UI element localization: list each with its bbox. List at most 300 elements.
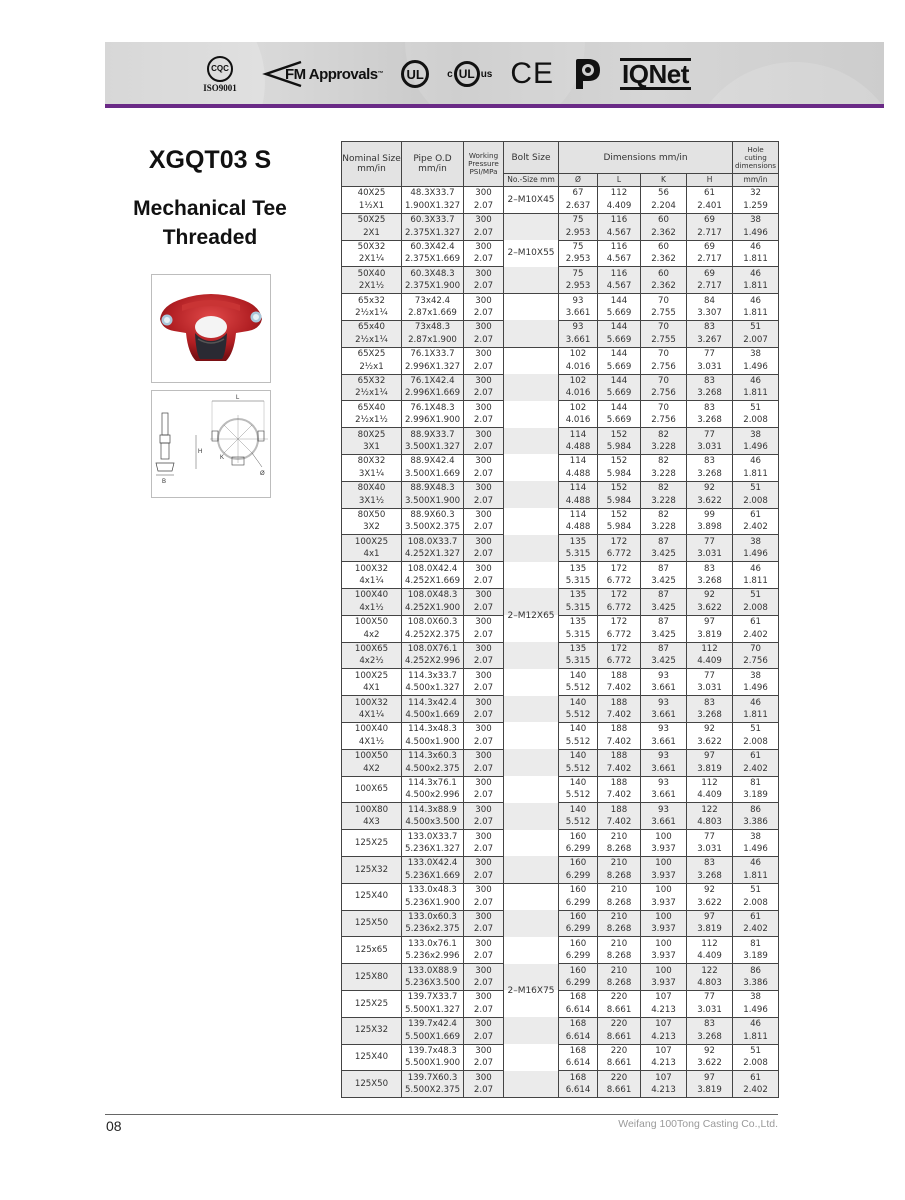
nominal-size-metric: 50X40 — [357, 268, 386, 279]
dim-h-metric: 99 — [704, 509, 715, 520]
product-code: XGQT03 S — [148, 146, 272, 174]
pipe-od-imperial: 2.87x1.900 — [408, 334, 457, 345]
dim-diameter-cell — [559, 964, 598, 991]
hole-cutting-metric: 86 — [750, 965, 762, 976]
dim-h-imperial: 4.803 — [697, 978, 722, 988]
dim-l-cell — [598, 240, 641, 267]
dim-h-metric: 97 — [704, 617, 715, 628]
pipe-od-imperial: 4.500x2.375 — [405, 763, 460, 774]
pipe-od-metric: 76.1X33.7 — [410, 349, 455, 360]
header-working-pressure: Working Pressure PSI/MPa — [464, 142, 504, 187]
dim-k-cell — [641, 562, 687, 589]
hole-cutting-cell — [733, 562, 779, 589]
dim-diameter-cell — [559, 937, 598, 964]
dim-diameter-cell — [559, 428, 598, 455]
dim-diameter-cell — [559, 374, 598, 401]
pipe-od-imperial: 2.375X1.327 — [404, 227, 461, 238]
nominal-size-cell — [342, 454, 402, 481]
dim-diameter-imperial: 6.614 — [565, 1004, 591, 1015]
dim-diameter-imperial: 6.299 — [565, 924, 591, 935]
pipe-od-cell — [402, 320, 464, 347]
nominal-size-metric: 80X32 — [357, 456, 386, 467]
dim-k-metric: 82 — [658, 429, 669, 440]
dim-diameter-imperial: 2.637 — [565, 200, 591, 211]
dim-diameter-metric: 93 — [572, 322, 584, 333]
dim-diameter-metric: 114 — [569, 483, 587, 494]
pipe-od-imperial: 2.375X1.900 — [404, 281, 461, 292]
dim-k-cell — [641, 1017, 687, 1044]
pipe-od-metric: 60.3X48.3 — [410, 268, 455, 279]
dim-k-imperial: 2.755 — [651, 334, 676, 345]
dim-k-imperial: 2.362 — [651, 254, 676, 265]
bolt-size-cell — [504, 213, 559, 240]
nominal-size-imperial: 4X1 — [363, 683, 380, 694]
working-pressure-metric: 300 — [475, 831, 492, 842]
nominal-size-cell — [342, 1017, 402, 1044]
dim-k-metric: 60 — [658, 215, 669, 226]
dim-k-imperial: 3.661 — [651, 683, 676, 694]
dim-h-metric: 77 — [704, 670, 715, 681]
dim-l-imperial: 8.661 — [606, 1058, 632, 1069]
table-row — [342, 481, 779, 508]
working-pressure-imperial: 2.07 — [473, 1085, 494, 1096]
nominal-size-cell — [342, 749, 402, 776]
nominal-size-cell — [342, 428, 402, 455]
nominal-size-cell — [342, 320, 402, 347]
working-pressure-metric: 300 — [475, 429, 492, 440]
working-pressure-imperial: 2.07 — [473, 468, 494, 479]
pipe-od-cell — [402, 642, 464, 669]
working-pressure-metric: 300 — [475, 536, 492, 547]
hole-cutting-metric: 46 — [750, 858, 762, 869]
hole-cutting-imperial: 3.189 — [743, 951, 768, 962]
dim-diameter-imperial: 4.016 — [565, 415, 591, 426]
dim-h-metric: 77 — [704, 831, 715, 842]
dim-h-cell — [687, 240, 733, 267]
hole-cutting-imperial: 2.008 — [743, 897, 768, 908]
dim-k-cell — [641, 856, 687, 883]
hole-cutting-imperial: 1.811 — [743, 254, 768, 265]
pipe-od-cell — [402, 749, 464, 776]
dim-h-imperial: 3.819 — [697, 924, 722, 935]
dim-k-cell — [641, 669, 687, 696]
hole-cutting-cell — [733, 1017, 779, 1044]
nominal-size-imperial: 2X1¼ — [358, 254, 385, 265]
hole-cutting-imperial: 1.496 — [743, 683, 768, 694]
nominal-size-metric: 100X32 — [354, 563, 389, 574]
dim-k-cell — [641, 883, 687, 910]
pipe-od-metric: 108.0X60.3 — [407, 617, 458, 628]
dim-k-imperial: 3.937 — [651, 870, 676, 881]
nominal-size-imperial: 4x1½ — [359, 602, 384, 613]
dim-diameter-metric: 168 — [569, 1072, 587, 1083]
header-dimensions: Dimensions mm/in — [559, 142, 733, 174]
dim-k-metric: 100 — [655, 965, 672, 976]
dim-k-cell — [641, 964, 687, 991]
dim-h-cell — [687, 990, 733, 1017]
dim-k-metric: 70 — [658, 349, 669, 360]
dim-h-imperial: 3.622 — [697, 897, 722, 908]
pipe-od-cell — [402, 347, 464, 374]
working-pressure-metric: 300 — [475, 268, 492, 279]
pipe-od-imperial: 5.500X2.375 — [404, 1085, 461, 1096]
table-row — [342, 776, 779, 803]
working-pressure-imperial: 2.07 — [473, 629, 494, 640]
dim-h-cell — [687, 937, 733, 964]
working-pressure-metric: 300 — [475, 617, 492, 628]
working-pressure-imperial: 2.07 — [473, 978, 494, 988]
working-pressure-metric: 300 — [475, 965, 492, 976]
hole-cutting-cell — [733, 830, 779, 857]
pipe-od-cell — [402, 213, 464, 240]
working-pressure-cell — [464, 294, 504, 321]
hole-cutting-imperial: 1.811 — [743, 710, 768, 721]
working-pressure-metric: 300 — [475, 992, 492, 1003]
dim-diameter-metric: 160 — [569, 965, 587, 976]
hole-cutting-imperial: 1.811 — [743, 388, 768, 399]
nominal-size-imperial: 2X1 — [363, 227, 380, 238]
dim-diameter-metric: 114 — [569, 429, 587, 440]
pipe-od-imperial: 5.236x2.375 — [405, 924, 460, 935]
dim-h-imperial: 3.268 — [697, 1031, 722, 1042]
dim-k-imperial: 3.937 — [651, 924, 676, 935]
header-bolt-size: Bolt Size — [504, 142, 559, 174]
table-row — [342, 615, 779, 642]
pipe-od-imperial: 5.500X1.900 — [404, 1058, 461, 1069]
nominal-size-cell — [342, 669, 402, 696]
dim-k-cell — [641, 401, 687, 428]
table-row — [342, 347, 779, 374]
pipe-od-cell — [402, 615, 464, 642]
pipe-od-metric: 108.0X42.4 — [407, 563, 458, 574]
hole-cutting-cell — [733, 588, 779, 615]
hole-cutting-metric: 38 — [750, 992, 762, 1003]
dim-l-metric: 188 — [610, 804, 628, 815]
working-pressure-imperial: 2.07 — [473, 308, 494, 319]
pipe-od-cell — [402, 240, 464, 267]
dim-h-cell — [687, 749, 733, 776]
nominal-size-imperial: 4x2 — [363, 629, 380, 640]
table-row — [342, 1044, 779, 1071]
hole-cutting-cell — [733, 401, 779, 428]
dim-h-imperial: 3.622 — [697, 736, 722, 747]
dim-l-imperial: 5.669 — [606, 415, 632, 426]
pipe-od-imperial: 3.500X2.375 — [404, 522, 461, 533]
dim-h-imperial: 4.409 — [697, 790, 722, 801]
bolt-size-cell — [504, 294, 559, 321]
dim-l-imperial: 5.984 — [606, 522, 632, 533]
hole-cutting-metric: 51 — [750, 483, 762, 494]
dim-k-imperial: 3.661 — [651, 710, 676, 721]
dim-h-imperial: 3.622 — [697, 495, 722, 506]
dim-l-metric: 172 — [610, 536, 628, 547]
dim-diameter-imperial: 3.661 — [565, 308, 591, 319]
hole-cutting-cell — [733, 776, 779, 803]
hole-cutting-cell — [733, 1044, 779, 1071]
table-row — [342, 267, 779, 294]
dim-l-metric: 152 — [610, 509, 628, 520]
dim-k-metric: 82 — [658, 483, 669, 494]
pipe-od-cell — [402, 1071, 464, 1098]
dim-l-metric: 210 — [610, 911, 628, 922]
dimension-drawing — [151, 390, 271, 498]
pipe-od-metric: 114.3x42.4 — [408, 697, 457, 708]
dim-h-metric: 69 — [704, 241, 715, 252]
nominal-size-cell — [342, 615, 402, 642]
dim-diameter-imperial: 5.315 — [565, 656, 591, 667]
dim-l-metric: 220 — [610, 1072, 628, 1083]
dim-k-imperial: 3.937 — [651, 951, 676, 962]
dim-k-imperial: 3.425 — [651, 549, 676, 560]
hole-cutting-cell — [733, 722, 779, 749]
dim-diameter-imperial: 5.512 — [565, 817, 591, 828]
dim-k-cell — [641, 240, 687, 267]
dim-l-metric: 188 — [610, 751, 628, 762]
dim-l-imperial: 7.402 — [606, 790, 632, 801]
working-pressure-imperial: 2.07 — [473, 334, 494, 345]
pipe-od-cell — [402, 508, 464, 535]
hole-cutting-metric: 61 — [750, 1072, 762, 1083]
company-name: Weifang 100Tong Casting Co.,Ltd. — [618, 1118, 778, 1130]
dim-h-cell — [687, 294, 733, 321]
dim-diameter-metric: 140 — [569, 697, 587, 708]
bolt-size-cell — [504, 642, 559, 669]
bolt-size-cell — [504, 401, 559, 428]
dim-diameter-cell — [559, 642, 598, 669]
dim-diameter-metric: 135 — [569, 563, 587, 574]
dim-k-metric: 82 — [658, 509, 669, 520]
svg-text:Ø: Ø — [260, 471, 265, 477]
pipe-od-metric: 114.3x76.1 — [408, 777, 457, 788]
working-pressure-cell — [464, 535, 504, 562]
dim-l-cell — [598, 535, 641, 562]
dim-l-imperial: 8.268 — [606, 844, 632, 855]
dim-h-metric: 112 — [701, 643, 718, 654]
dim-diameter-imperial: 6.299 — [565, 978, 591, 988]
hole-cutting-metric: 46 — [750, 563, 762, 574]
working-pressure-metric: 300 — [475, 751, 492, 762]
nominal-size-imperial: 4x1¼ — [359, 576, 384, 587]
dim-diameter-metric: 93 — [572, 295, 584, 306]
working-pressure-imperial: 2.07 — [473, 522, 494, 533]
dim-h-metric: 97 — [704, 911, 715, 922]
hole-cutting-cell — [733, 615, 779, 642]
dim-k-imperial: 3.425 — [651, 656, 676, 667]
nominal-size-metric: 125X80 — [354, 971, 389, 982]
dim-h-metric: 122 — [701, 804, 718, 815]
hole-cutting-metric: 38 — [750, 429, 762, 440]
pipe-od-metric: 60.3X42.4 — [410, 241, 455, 252]
hole-cutting-cell — [733, 240, 779, 267]
dim-l-imperial: 8.661 — [606, 1085, 632, 1096]
pipe-od-metric: 88.9X33.7 — [410, 429, 455, 440]
dim-h-imperial: 3.031 — [697, 361, 722, 372]
dim-h-imperial: 3.268 — [697, 388, 722, 399]
table-row — [342, 562, 779, 589]
hole-cutting-imperial: 1.811 — [743, 870, 768, 881]
dim-h-cell — [687, 615, 733, 642]
dim-diameter-metric: 102 — [569, 402, 587, 413]
dim-l-cell — [598, 883, 641, 910]
dim-k-imperial: 4.213 — [651, 1085, 676, 1096]
dim-h-imperial: 3.898 — [697, 522, 722, 533]
dim-diameter-imperial: 2.953 — [565, 227, 591, 238]
pipe-od-metric: 108.0X48.3 — [407, 590, 458, 601]
hole-cutting-imperial: 2.402 — [743, 522, 768, 533]
nominal-size-metric: 100X25 — [354, 670, 389, 681]
hole-cutting-metric: 51 — [750, 590, 762, 601]
working-pressure-imperial: 2.07 — [473, 200, 494, 211]
dim-k-metric: 60 — [658, 268, 669, 279]
working-pressure-cell — [464, 642, 504, 669]
hole-cutting-metric: 70 — [750, 643, 762, 654]
pipe-od-metric: 48.3X33.7 — [410, 188, 455, 199]
bolt-size-cell — [504, 803, 559, 830]
header-hole-unit: mm/in — [733, 174, 779, 187]
bolt-size-cell — [504, 454, 559, 481]
pipe-od-imperial: 4.252X1.327 — [404, 549, 461, 560]
nominal-size-metric: 125X32 — [354, 864, 389, 875]
nominal-size-cell — [342, 508, 402, 535]
dim-h-cell — [687, 267, 733, 294]
nominal-size-metric: 100X80 — [354, 804, 389, 815]
dim-diameter-imperial: 6.614 — [565, 1031, 591, 1042]
nominal-size-imperial: 3X1¼ — [358, 468, 385, 479]
hole-cutting-cell — [733, 454, 779, 481]
pipe-od-cell — [402, 964, 464, 991]
dim-diameter-cell — [559, 722, 598, 749]
dim-diameter-metric: 114 — [569, 456, 587, 467]
hole-cutting-metric: 46 — [750, 375, 762, 386]
header-pipe-od: Pipe O.D mm/in — [402, 142, 464, 187]
dim-k-imperial: 3.228 — [651, 442, 676, 453]
working-pressure-cell — [464, 213, 504, 240]
table-row — [342, 508, 779, 535]
nominal-size-metric: 125x65 — [355, 944, 388, 955]
working-pressure-imperial: 2.07 — [473, 254, 494, 265]
nominal-size-metric: 100X25 — [354, 536, 389, 547]
hole-cutting-cell — [733, 1071, 779, 1098]
dim-diameter-cell — [559, 535, 598, 562]
hole-cutting-metric: 46 — [750, 295, 762, 306]
dim-k-metric: 93 — [658, 724, 669, 735]
header-bolt-sub: No.-Size mm — [504, 174, 559, 187]
dim-l-imperial: 7.402 — [606, 817, 632, 828]
hole-cutting-imperial: 1.496 — [743, 549, 768, 560]
nominal-size-imperial: 2½x1½ — [355, 415, 388, 426]
dim-k-cell — [641, 320, 687, 347]
nominal-size-imperial: 2½x1¼ — [355, 334, 388, 345]
nominal-size-metric: 125X40 — [354, 1052, 389, 1063]
dim-diameter-metric: 160 — [569, 938, 587, 949]
dim-k-metric: 87 — [658, 590, 669, 601]
nominal-size-cell — [342, 856, 402, 883]
hole-cutting-metric: 51 — [750, 724, 762, 735]
dim-k-cell — [641, 776, 687, 803]
nominal-size-metric: 100X65 — [354, 643, 389, 654]
working-pressure-metric: 300 — [475, 241, 492, 252]
bolt-size-cell — [504, 776, 559, 803]
dim-l-imperial: 5.984 — [606, 495, 632, 506]
dim-h-cell — [687, 508, 733, 535]
dim-h-imperial: 3.031 — [697, 442, 722, 453]
working-pressure-imperial: 2.07 — [473, 817, 494, 828]
dim-k-metric: 107 — [655, 992, 672, 1003]
dim-h-metric: 92 — [704, 483, 715, 494]
pipe-od-imperial: 5.236X1.327 — [404, 844, 461, 855]
pipe-od-imperial: 3.500X1.669 — [404, 468, 461, 479]
pipe-od-imperial: 5.236X1.900 — [404, 897, 461, 908]
fm-approvals-logo-icon: FM Approvals ™ — [263, 59, 383, 89]
nominal-size-metric: 125X25 — [354, 837, 389, 848]
pipe-od-metric: 139.7X33.7 — [407, 992, 458, 1003]
dim-diameter-imperial: 4.016 — [565, 388, 591, 399]
dim-k-cell — [641, 347, 687, 374]
dim-h-imperial: 3.819 — [697, 629, 722, 640]
working-pressure-imperial: 2.07 — [473, 549, 494, 560]
pipe-od-metric: 88.9X60.3 — [410, 509, 455, 520]
pipe-od-cell — [402, 669, 464, 696]
dim-diameter-imperial: 4.488 — [565, 522, 591, 533]
svg-text:L: L — [236, 395, 240, 401]
nominal-size-cell — [342, 803, 402, 830]
dim-l-metric: 116 — [610, 241, 628, 252]
pipe-od-metric: 133.0X33.7 — [407, 831, 458, 842]
working-pressure-cell — [464, 347, 504, 374]
working-pressure-cell — [464, 481, 504, 508]
product-name — [100, 194, 320, 252]
dim-l-cell — [598, 964, 641, 991]
certification-logos — [195, 50, 691, 98]
working-pressure-cell — [464, 320, 504, 347]
dim-diameter-cell — [559, 615, 598, 642]
product-name-line2: Threaded — [162, 226, 258, 249]
pipe-od-metric: 76.1X42.4 — [410, 375, 455, 386]
dim-h-metric: 61 — [704, 188, 715, 199]
ul-logo-icon: UL — [401, 60, 429, 88]
dim-diameter-metric: 168 — [569, 1019, 587, 1030]
dim-diameter-metric: 102 — [569, 375, 587, 386]
working-pressure-cell — [464, 1044, 504, 1071]
table-row — [342, 937, 779, 964]
cqc-iso9001-logo-icon: CQC ISO9001 — [195, 56, 245, 93]
dim-l-imperial: 5.669 — [606, 388, 632, 399]
dim-k-cell — [641, 267, 687, 294]
dim-h-cell — [687, 964, 733, 991]
pipe-od-cell — [402, 428, 464, 455]
hole-cutting-cell — [733, 320, 779, 347]
dim-l-metric: 188 — [610, 697, 628, 708]
nominal-size-cell — [342, 776, 402, 803]
dim-l-imperial: 4.567 — [606, 227, 632, 238]
dim-h-cell — [687, 213, 733, 240]
dim-diameter-imperial: 6.299 — [565, 870, 591, 881]
dim-k-metric: 100 — [655, 885, 672, 896]
dim-l-metric: 172 — [610, 590, 628, 601]
dim-k-cell — [641, 428, 687, 455]
table-row — [342, 588, 779, 615]
pipe-od-metric: 114.3x33.7 — [408, 670, 457, 681]
svg-text:B: B — [162, 479, 167, 485]
dim-diameter-metric: 140 — [569, 670, 587, 681]
working-pressure-metric: 300 — [475, 295, 492, 306]
working-pressure-metric: 300 — [475, 670, 492, 681]
dim-h-metric: 69 — [704, 215, 715, 226]
dim-l-metric: 210 — [610, 938, 628, 949]
dim-k-imperial: 4.213 — [651, 1058, 676, 1069]
hole-cutting-metric: 51 — [750, 885, 762, 896]
dim-diameter-imperial: 6.614 — [565, 1058, 591, 1069]
